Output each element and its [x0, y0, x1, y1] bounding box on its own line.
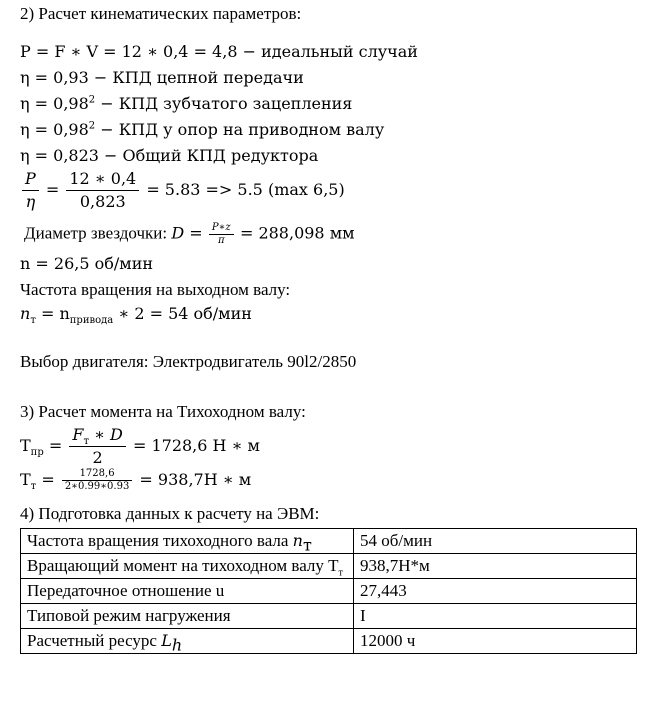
sprocket-label: Диаметр звездочки: — [24, 223, 168, 243]
table-cell-value: 54 об/мин — [354, 529, 637, 554]
torque-heading: 3) Расчет момента на Тихоходном валу: — [20, 402, 306, 421]
input-data-table — [20, 528, 637, 654]
table-row — [21, 529, 637, 554]
power-formula: P = F ∗ V = 12 ∗ 0,4 = 4,8 − идеальный случай — [20, 42, 418, 61]
ratio-formula: $\frac{P}{\eta}$ = $\frac{12 ∗ 0,4}{0,823}$ = 5.83 => 5.5 (max 6,5) — [20, 168, 345, 213]
eff-gear-line — [20, 94, 352, 114]
ratio-fraction-left: $\frac{P}{\eta}$ — [22, 168, 39, 213]
eff-total-line: η = 0,823 − Общий КПД редуктора — [20, 146, 319, 165]
kinematics-heading: 2) Расчет кинематических параметров: — [20, 4, 302, 23]
table-row — [21, 579, 637, 604]
evm-heading: 4) Подготовка данных к расчету на ЭВМ: — [20, 504, 320, 523]
tpr-formula: $T_{пр}$ = $\frac{F_т ∗ D}{2}$ = 1728,6 Н ∗ м — [20, 425, 260, 467]
eff-bearing-line — [20, 120, 384, 140]
table-row — [21, 554, 637, 579]
eff-chain-line: η = 0,93 − КПД цепной передачи — [20, 68, 304, 87]
ratio-fraction-right: $\frac{12 ∗ 0,4}{0,823}$ — [66, 168, 139, 213]
eff-gear-exponent: 2 — [88, 94, 96, 106]
table-cell-label: Типовой режим нагружения — [21, 604, 354, 629]
motor-choice: Выбор двигателя: Электродвигатель 90l2/2850 — [20, 352, 357, 371]
sprocket-d: D = — [171, 223, 203, 243]
table-cell-value: 12000 ч — [354, 629, 637, 654]
table-cell-value: 27,443 — [354, 579, 637, 604]
tpr-fraction: $\frac{F_т ∗ D}{2}$ — [69, 424, 126, 469]
eff-bearing-desc: − КПД у опор на приводном валу — [95, 120, 385, 139]
tpr-result: = 1728,6 Н ∗ м — [132, 436, 260, 455]
sprocket-result: = 288,098 мм — [239, 223, 355, 243]
table-cell-value: 938,7Н*м — [354, 554, 637, 579]
eff-bearing-exponent: 2 — [88, 120, 96, 132]
table-cell-label: Вращающий момент на тихоходном валу $T_т$ — [21, 554, 354, 579]
table-cell-label: Расчетный ресурс $L_h$ — [21, 629, 354, 654]
tt-fraction: $\frac{1728,6}{2∗0.99∗0.93}$ — [62, 468, 133, 493]
table-row — [21, 629, 637, 654]
table-cell-value: I — [354, 604, 637, 629]
sprocket-line — [24, 222, 355, 247]
eff-gear-value: η = 0,98 — [20, 94, 89, 113]
eff-bearing-value: η = 0,98 — [20, 120, 89, 139]
nt-formula: $n_т = n_{привода}$ ∗ 2 = 54 об/мин — [20, 304, 252, 327]
sprocket-fraction: $\frac{P∗z}{\pi}$ — [209, 222, 234, 247]
tt-formula: $T_т$ = $\frac{1728,6}{2∗0.99∗0.93}$ = 938,7Н ∗ м — [20, 468, 252, 493]
table-cell-label: Частота вращения тихоходного вала $n_т$ — [21, 529, 354, 554]
tt-result: = 938,7Н ∗ м — [139, 470, 252, 489]
table-cell-label: Передаточное отношение u — [21, 579, 354, 604]
output-speed-label: Частота вращения на выходном валу: — [20, 280, 291, 299]
table-row — [21, 604, 637, 629]
ratio-result: = 5.83 => 5.5 (max 6,5) — [146, 180, 345, 199]
eff-gear-desc: − КПД зубчатого зацепления — [95, 94, 353, 113]
n-line: n = 26,5 об/мин — [20, 254, 154, 273]
